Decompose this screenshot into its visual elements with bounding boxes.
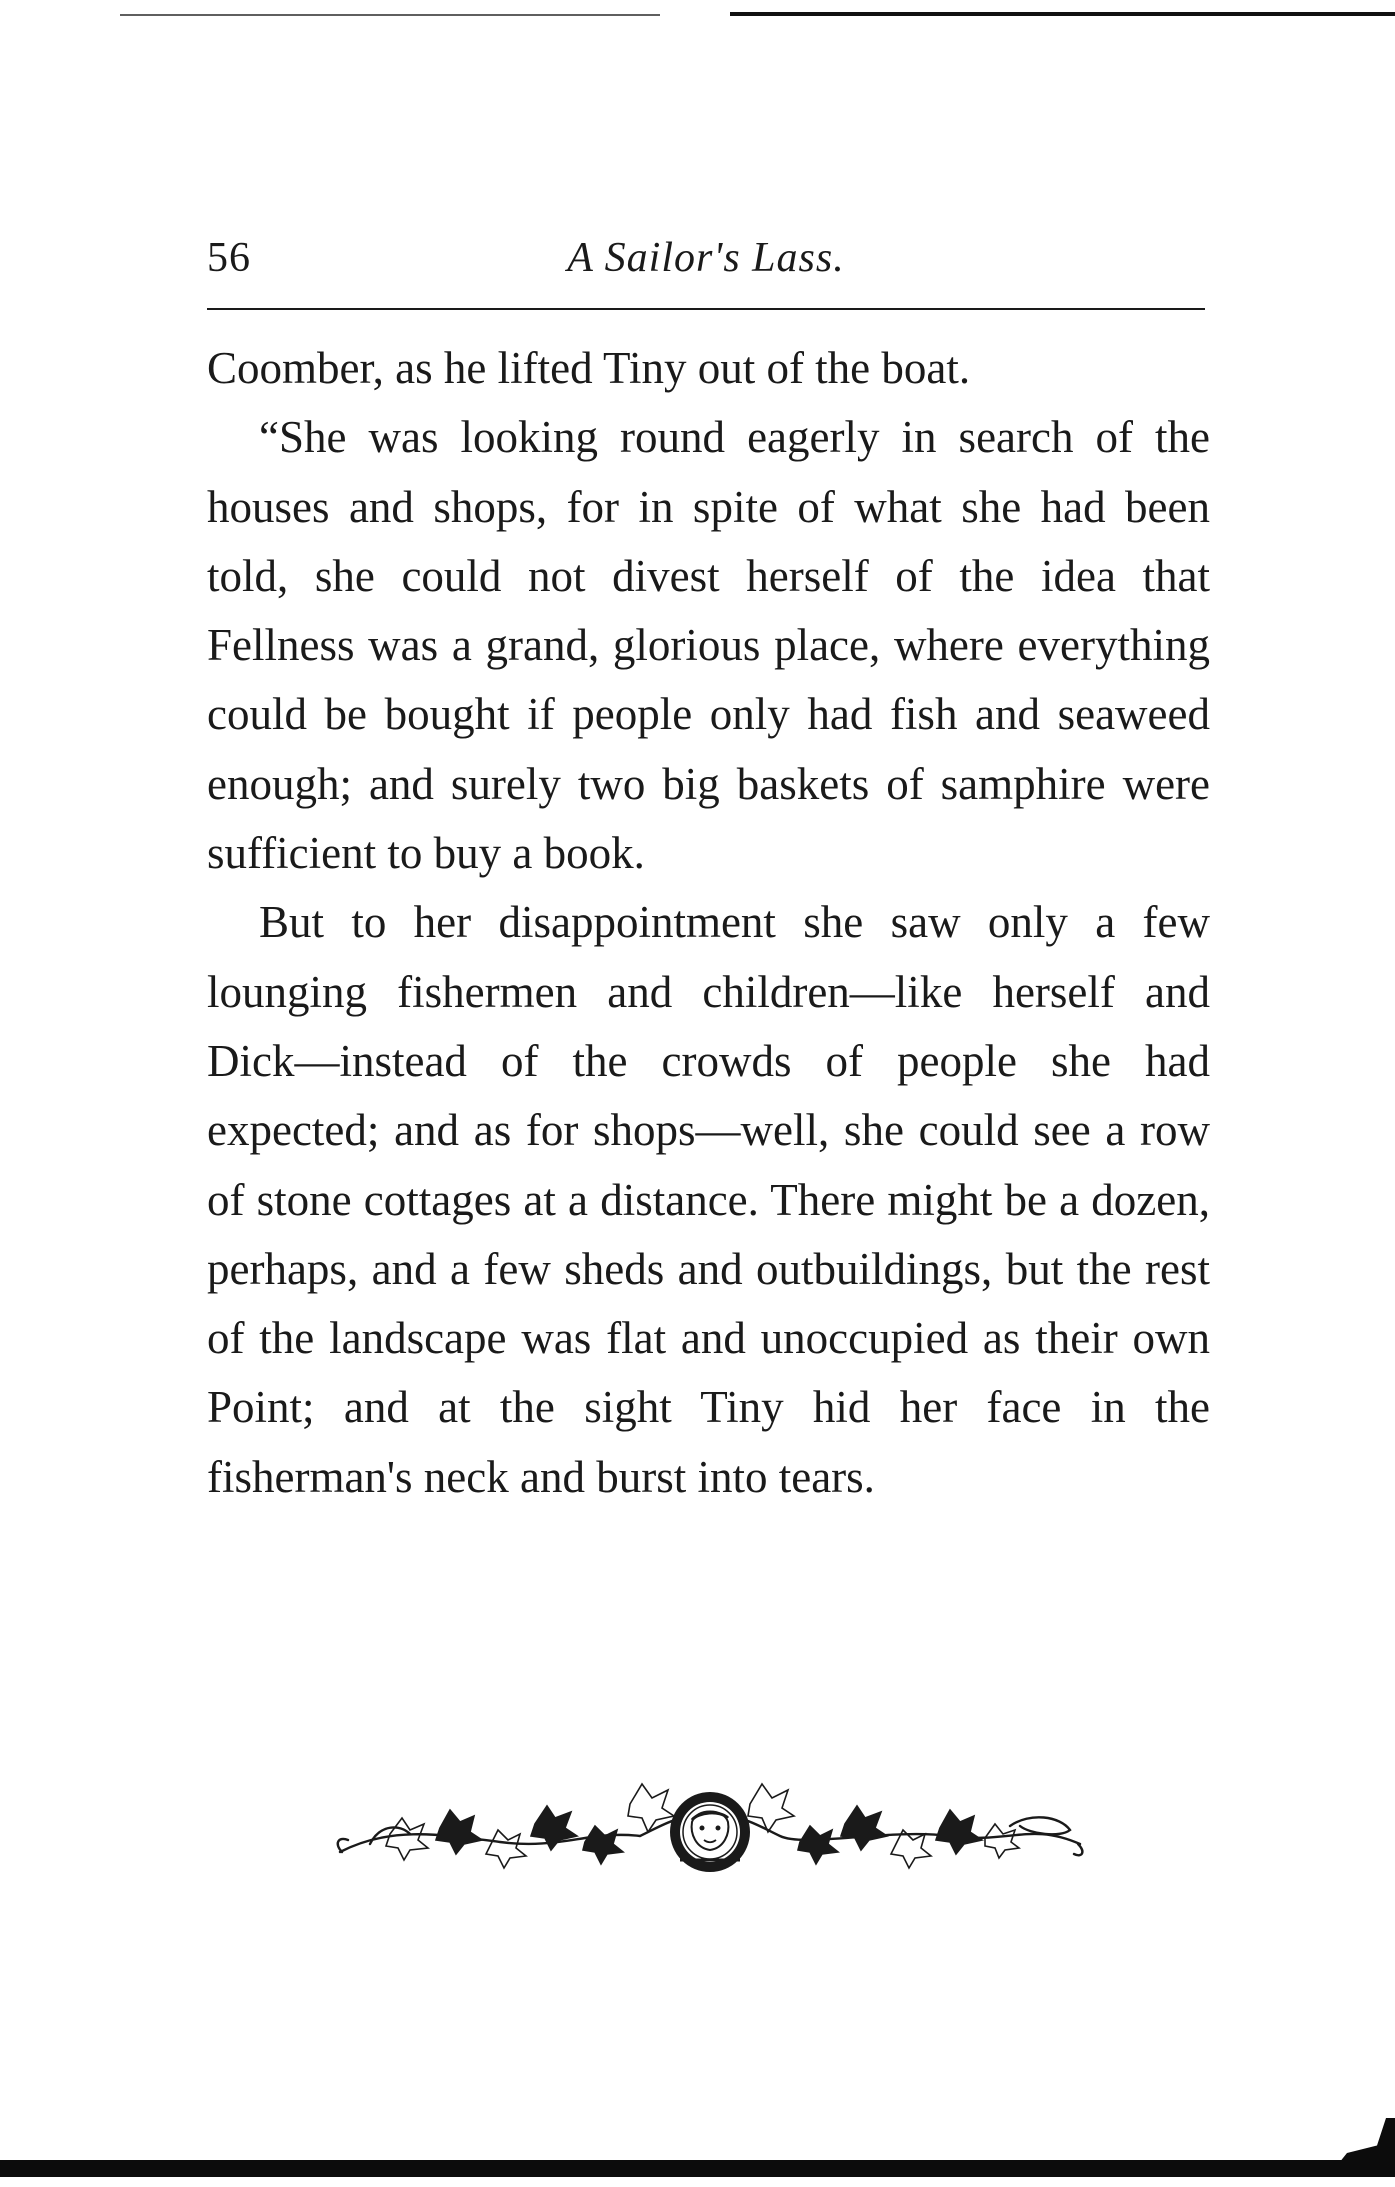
- scan-edge-top-right: [730, 12, 1395, 16]
- page-number: 56: [207, 235, 251, 281]
- paragraph-2: “She was looking round eagerly in search of the houses and shops, for in spite of what she had been told, she could not divest herself of the idea that Fellness was a grand, glorious place, where everything could be bought if people only had fish and seaweed enough; and surely two big baskets of samphire were sufficient to buy a book.: [207, 412, 1210, 879]
- running-head: [207, 228, 1205, 288]
- header-rule: [207, 308, 1205, 310]
- scan-edge-top-left: [120, 14, 660, 16]
- running-title: A Sailor's Lass.: [567, 235, 845, 281]
- ivy-vine-tailpiece-icon: [330, 1764, 1090, 1894]
- paragraph-1: Coomber, as he lifted Tiny out of the boat.: [207, 343, 971, 393]
- scan-edge-bottom: [0, 2160, 1395, 2177]
- body-text: [207, 334, 1210, 1512]
- paragraph-3: But to her disappointment she saw only a few lounging fishermen and children—like herself and Dick—instead of the crowds of people she had expected; and as for shops—well, she could see a row of stone cottages at a distance. There might be a dozen, perhaps, and a few sheds and outbuildings, but the rest of the landscape was flat and unoccupied as their own Point; and at the sight Tiny hid her face in the fisherman's neck and burst into tears.: [207, 897, 1210, 1502]
